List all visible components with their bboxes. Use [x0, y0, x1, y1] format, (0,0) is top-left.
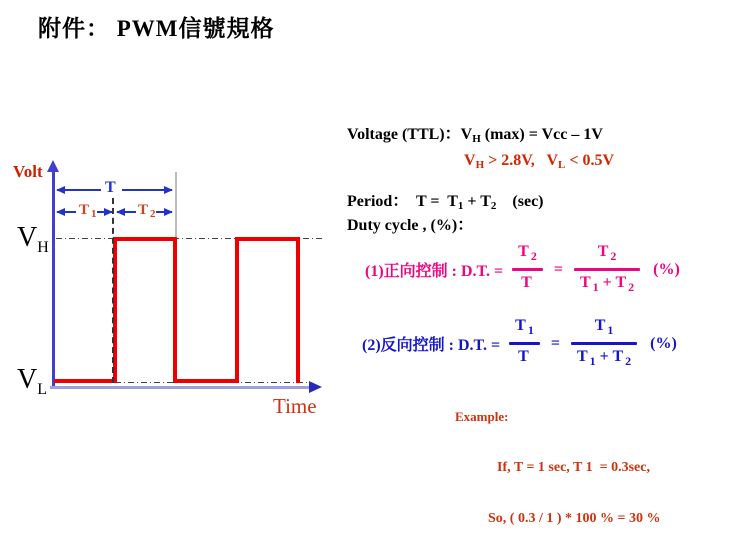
time-axis-label: Time — [273, 394, 317, 418]
equals-sign: = — [550, 334, 560, 352]
voltage-spec-line: Voltage (TTL)：$V_H$ (max) = Vcc – 1V — [347, 126, 603, 145]
fraction-t2-over-t: $\frac{T _2}{T}$ — [512, 240, 543, 299]
formula-label: (1)正向控制 : D.T. = — [365, 263, 504, 280]
percent-unit: (%) — [653, 260, 680, 278]
page-title: 附件： PWM信號規格 — [38, 16, 275, 41]
wave-edge-rise-2 — [235, 237, 239, 383]
period-spec-line: Period： $T = T_1 + T_2$ (sec) — [347, 193, 544, 212]
formula-label: (2)反向控制 : D.T. = — [362, 337, 501, 354]
percent-unit: (%) — [650, 334, 677, 352]
example-heading: Example: — [455, 409, 509, 424]
voltage-range-line: $V_H > 2.8V$, $V_L < 0.5V$ — [464, 152, 615, 171]
fraction-t1-over-t1-plus-t2: $\frac{T _1}{T _1 + T _2}$ — [571, 314, 637, 373]
t1-arrow-right — [97, 211, 112, 213]
t2-arrow-label: T $_2$ — [138, 202, 156, 220]
wave-segment-low-1 — [54, 379, 117, 383]
t2-arrow-right — [156, 211, 172, 213]
wave-edge-fall-1 — [173, 237, 177, 383]
y-axis — [52, 170, 55, 388]
equals-sign: = — [553, 260, 563, 278]
wave-edge-fall-2 — [296, 237, 300, 383]
vl-level-label: $V_L$ — [17, 364, 48, 398]
formula-reverse-control — [362, 314, 677, 373]
period-arrow-left — [57, 189, 101, 191]
fraction-t1-over-t: $\frac{T _1}{T}$ — [509, 314, 540, 373]
example-line-2: So, ( 0.3 / 1 ) * 100 % = 30 % — [488, 511, 661, 526]
fraction-t2-over-t1-plus-t2: $\frac{T _2}{T _1 + T _2}$ — [574, 240, 640, 299]
x-axis — [50, 386, 310, 389]
t1-t2-divider-line — [112, 198, 114, 383]
period-end-marker-line — [175, 172, 177, 238]
wave-segment-high-2 — [235, 237, 300, 241]
period-arrow-label: T — [105, 179, 116, 196]
duty-cycle-heading: Duty cycle , (%)： — [347, 217, 474, 234]
wave-segment-high-1 — [113, 237, 177, 241]
vh-level-label: $V_H$ — [17, 222, 49, 256]
volt-axis-label: Volt — [13, 162, 43, 181]
example-block — [455, 374, 660, 544]
example-line-1: If, T = 1 sec, T 1 = 0.3sec, — [497, 460, 650, 475]
period-arrow-right — [122, 189, 172, 191]
t2-arrow-left — [117, 211, 136, 213]
wave-segment-low-2 — [173, 379, 239, 383]
formula-forward-control — [365, 240, 680, 299]
t1-arrow-left — [57, 211, 76, 213]
t1-arrow-label: T $_1$ — [79, 202, 97, 220]
